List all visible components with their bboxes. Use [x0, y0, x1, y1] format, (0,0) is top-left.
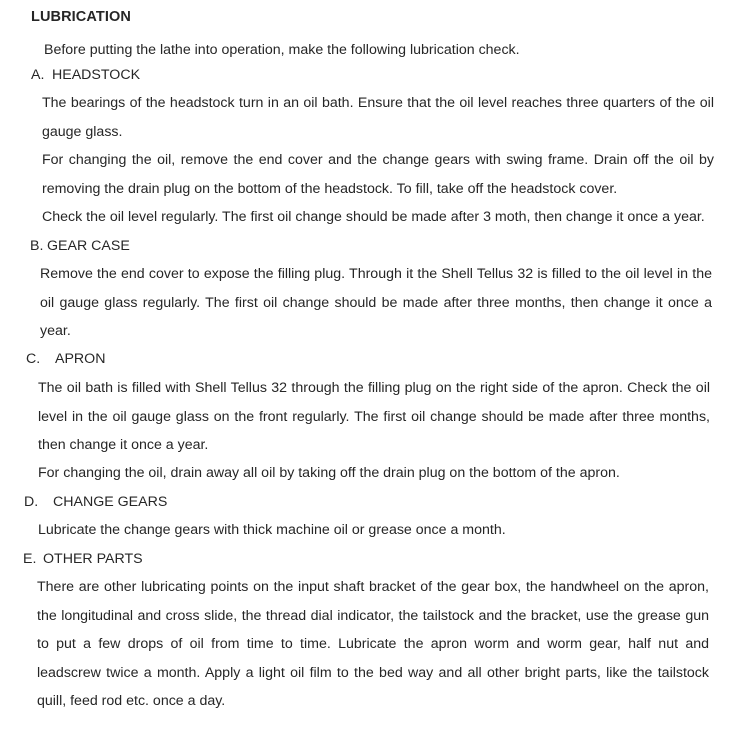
section-heading-apron	[26, 351, 105, 367]
section-heading-change-gears	[24, 494, 167, 510]
intro-text: Before putting the lathe into operation, make the following lubrication check.	[44, 42, 520, 58]
headstock-paragraph-1: The bearings of the headstock turn in an oil bath. Ensure that the oil level reaches three quarters of the oil gauge glass.	[42, 95, 714, 140]
section-heading-headstock	[31, 67, 140, 83]
document-title: LUBRICATION	[31, 9, 131, 25]
section-letter: E.	[23, 551, 37, 567]
section-title: OTHER PARTS	[43, 551, 143, 567]
section-title: HEADSTOCK	[52, 67, 141, 83]
section-title: GEAR CASE	[47, 238, 130, 254]
section-heading-gear-case	[30, 238, 130, 254]
other-parts-paragraph-1: There are other lubricating points on the input shaft bracket of the gear box, the handwheel on the apron, the longitudinal and cross slide, the thread dial indicator, the tailstock and the bracket, use the grease gun to put a few drops of oil from time to time. Lubricate the apron worm and worm gear, half nut and leadscrew twice a month. Apply a light oil film to the bed way and all other bright parts, like the tailstock quill, feed rod etc. once a day.	[37, 579, 709, 709]
apron-paragraph-2: For changing the oil, drain away all oil by taking off the drain plug on the bottom of the apron.	[38, 465, 620, 481]
section-title: CHANGE GEARS	[53, 494, 168, 510]
section-letter: A.	[31, 67, 45, 83]
section-letter: D.	[24, 494, 39, 510]
section-letter: C.	[26, 351, 41, 367]
apron-paragraph-1: The oil bath is filled with Shell Tellus 32 through the filling plug on the right side of the apron. Check the oil level in the oil gauge glass on the front regularly. The first oil change should be made after three months, then change it once a year.	[38, 380, 710, 453]
section-heading-other-parts	[23, 551, 143, 567]
gear-case-paragraph-1: Remove the end cover to expose the filling plug. Through it the Shell Tellus 32 is filled to the oil level in the oil gauge glass regularly. The first oil change should be made after three months, then change it once a year.	[40, 266, 712, 339]
headstock-paragraph-2: For changing the oil, remove the end cover and the change gears with swing frame. Drain off the oil by removing the drain plug on the bottom of the headstock. To fill, take off the headstock cover.	[42, 152, 714, 197]
headstock-paragraph-3: Check the oil level regularly. The first oil change should be made after 3 moth, then change it once a year.	[42, 209, 705, 225]
section-title: APRON	[55, 351, 106, 367]
section-letter: B.	[30, 238, 44, 254]
change-gears-paragraph-1: Lubricate the change gears with thick machine oil or grease once a month.	[38, 522, 506, 538]
